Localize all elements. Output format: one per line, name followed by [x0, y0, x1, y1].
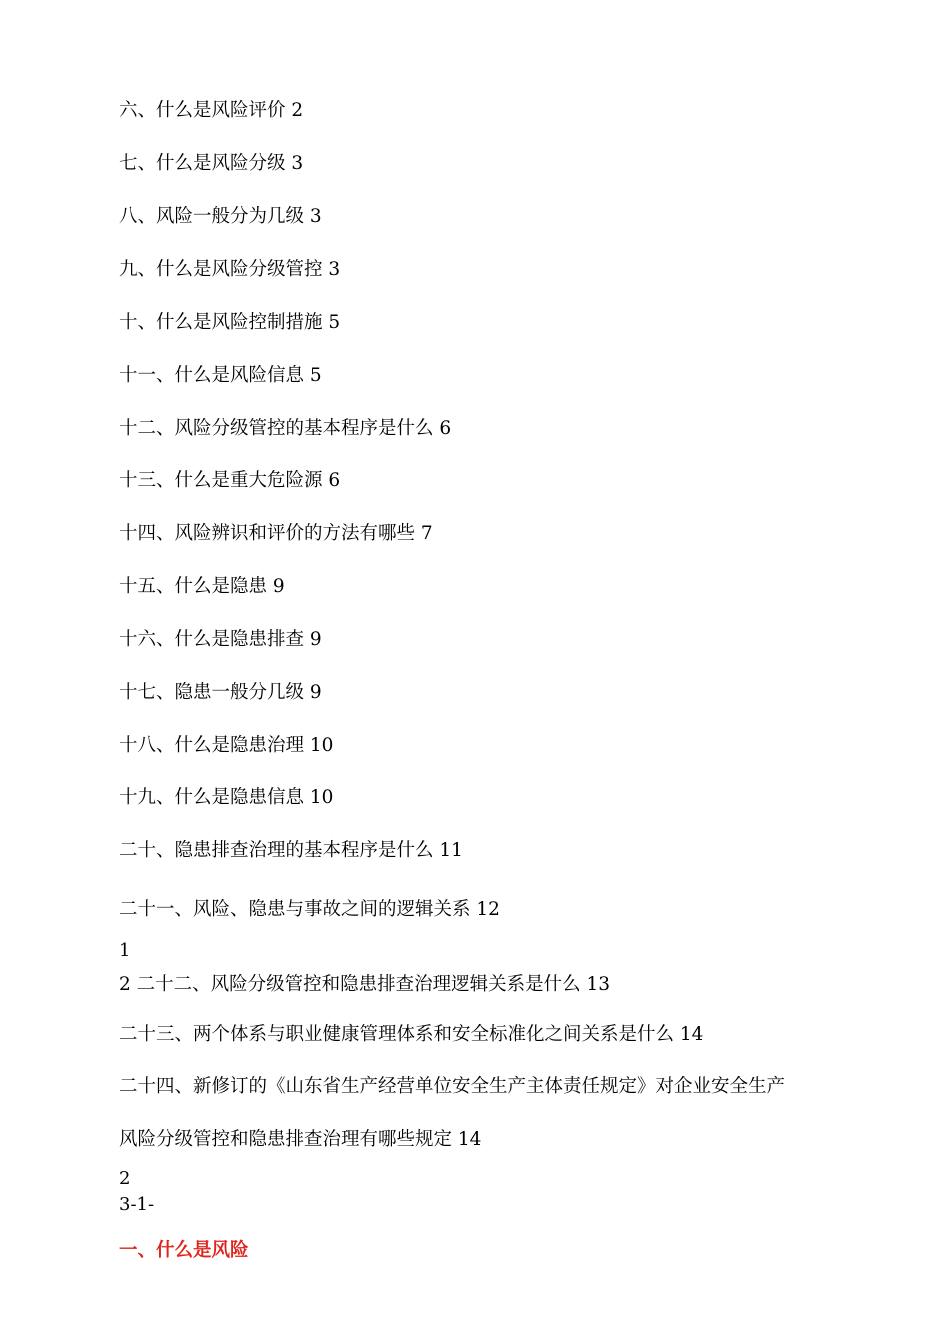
toc-entry: 十八、什么是隐患治理 10	[119, 735, 334, 756]
toc-entry: 十三、什么是重大危险源 6	[119, 470, 341, 491]
toc-entry: 六、什么是风险评价 2	[119, 100, 304, 121]
toc-entry: 十六、什么是隐患排查 9	[119, 629, 322, 650]
page-number: 1	[119, 940, 131, 961]
toc-entry: 九、什么是风险分级管控 3	[119, 259, 341, 280]
toc-entry: 十七、隐患一般分几级 9	[119, 682, 322, 703]
toc-entry: 十四、风险辨识和评价的方法有哪些 7	[119, 523, 433, 544]
toc-entry: 十、什么是风险控制措施 5	[119, 312, 341, 333]
toc-entry: 十一、什么是风险信息 5	[119, 365, 322, 386]
toc-entry: 十五、什么是隐患 9	[119, 576, 285, 597]
toc-entry: 七、什么是风险分级 3	[119, 153, 304, 174]
toc-entry-continuation: 风险分级管控和隐患排查治理有哪些规定 14	[119, 1129, 482, 1150]
toc-entry: 十九、什么是隐患信息 10	[119, 787, 334, 808]
toc-entry: 二十四、新修订的《山东省生产经营单位安全生产主体责任规定》对企业安全生产	[119, 1076, 786, 1097]
page-number: 2	[119, 1168, 131, 1189]
toc-entry: 二十一、风险、隐患与事故之间的逻辑关系 12	[119, 899, 500, 920]
section-heading: 一、什么是风险	[119, 1240, 249, 1261]
toc-entry: 八、风险一般分为几级 3	[119, 206, 322, 227]
page-marker: 3-1-	[119, 1194, 155, 1215]
toc-entry: 二十三、两个体系与职业健康管理体系和安全标准化之间关系是什么 14	[119, 1024, 704, 1045]
toc-entry: 2 二十二、风险分级管控和隐患排查治理逻辑关系是什么 13	[119, 974, 611, 995]
toc-entry: 二十、隐患排查治理的基本程序是什么 11	[119, 840, 463, 861]
toc-entry: 十二、风险分级管控的基本程序是什么 6	[119, 418, 452, 439]
